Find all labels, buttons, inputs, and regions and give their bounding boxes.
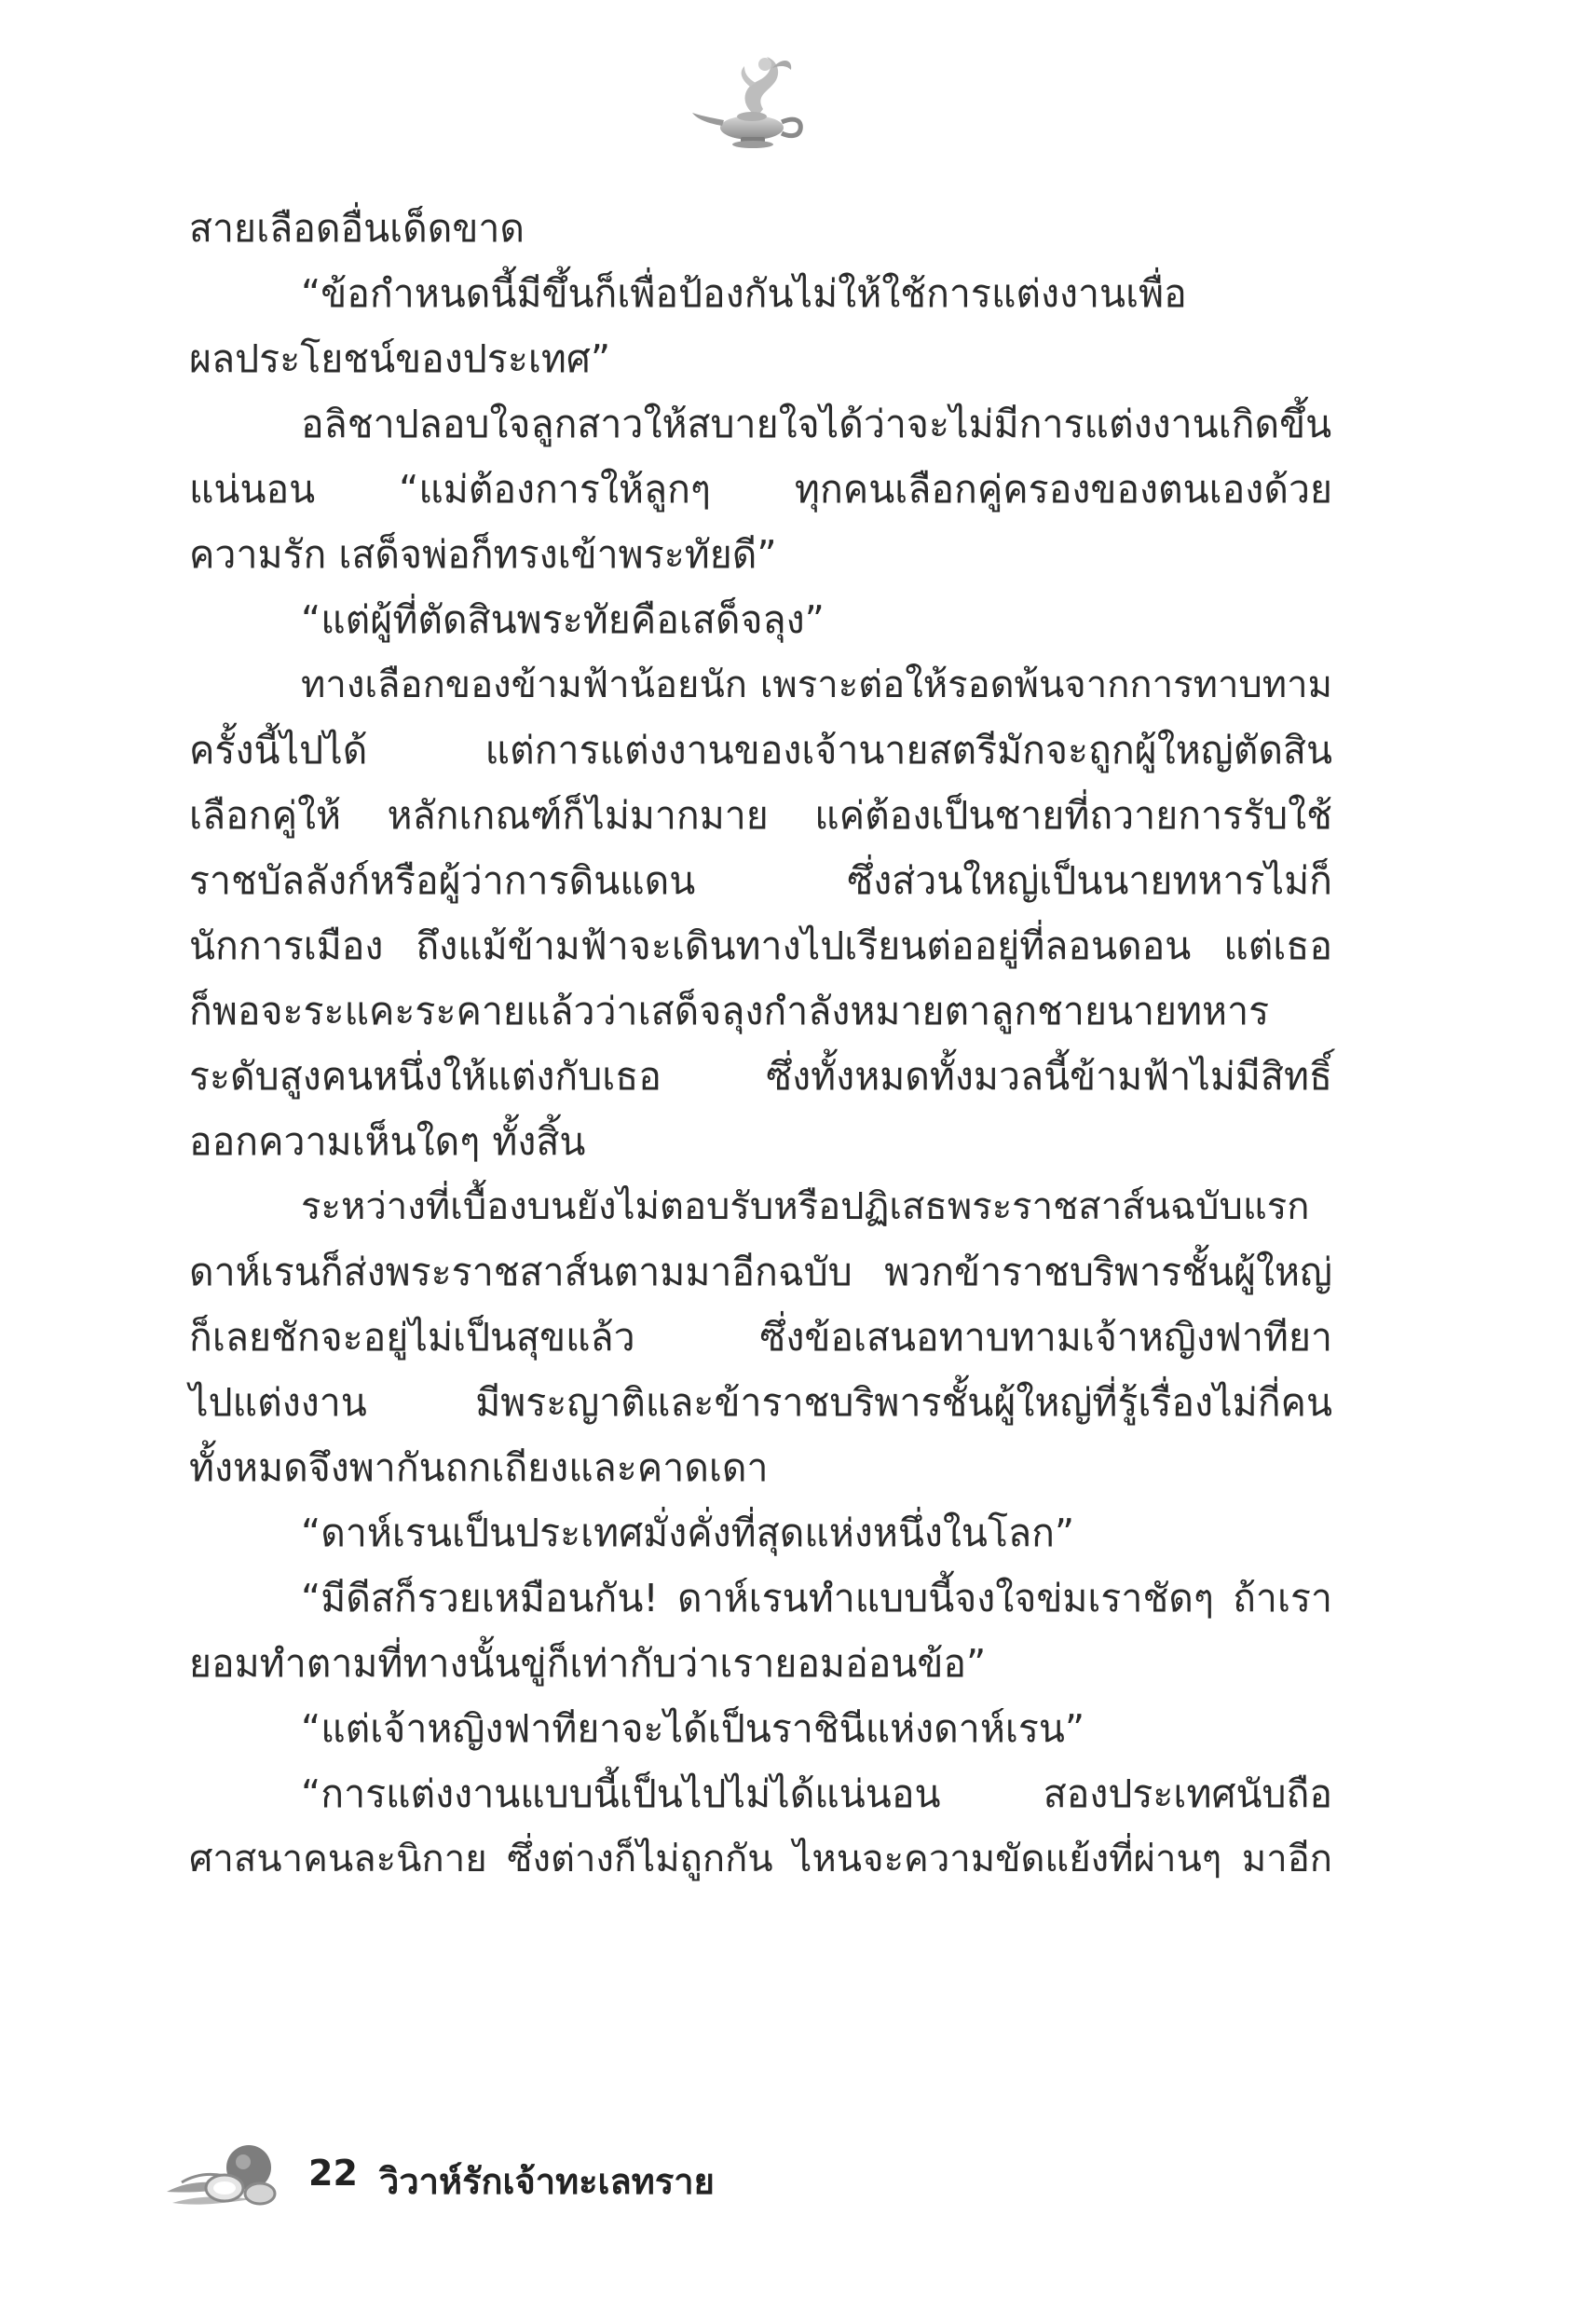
text-line: ก็พอจะระแคะระคายแล้วว่าเสด็จลุงกำลังหมายตาลูกชายนายทหาร <box>189 989 1270 1033</box>
text-line: ก็เลยชักจะอยู่ไม่เป็นสุขแล้ว ซึ่งข้อเสนอทาบทามเจ้าหญิงฟาทียา <box>189 1315 1332 1360</box>
text-line: “ดาห์เรนเป็นประเทศมั่งคั่งที่สุดแห่งหนึ่งในโลก” <box>301 1511 1075 1555</box>
magic-lamp-genie-icon <box>685 51 825 149</box>
page-number: 22 <box>308 2153 358 2194</box>
text-line: แน่นอน “แม่ต้องการให้ลูกๆ ทุกคนเลือกคู่ครองของตนเองด้วย <box>189 467 1332 512</box>
text-line: ยอมทำตามที่ทางนั้นขู่ก็เท่ากับว่าเรายอมอ่อนข้อ” <box>189 1641 987 1686</box>
text-line: “การแต่งงานแบบนี้เป็นไปไม่ได้แน่นอน สองประเทศนับถือ <box>301 1771 1332 1816</box>
text-line: สายเลือดอื่นเด็ดขาด <box>189 206 525 251</box>
text-line: เลือกคู่ให้ หลักเกณฑ์ก็ไม่มากมาย แค่ต้องเป็นชายที่ถวายการรับใช้ <box>189 793 1332 838</box>
text-line: ระหว่างที่เบื้องบนยังไม่ตอบรับหรือปฏิเสธพระราชสาส์นฉบับแรก <box>301 1185 1310 1228</box>
text-line: ผลประโยชน์ของประเทศ” <box>189 336 611 381</box>
text-line: “ข้อกำหนดนี้มีขึ้นก็เพื่อป้องกันไม่ให้ใช้การแต่งงานเพื่อ <box>301 271 1187 316</box>
text-line: “แต่เจ้าหญิงฟาทียาจะได้เป็นราชินีแห่งดาห์เรน” <box>301 1706 1085 1751</box>
page-footer <box>163 2134 815 2218</box>
text-line: “แต่ผู้ที่ตัดสินพระทัยคือเสด็จลุง” <box>301 597 825 642</box>
text-line: ทั้งหมดจึงพากันถกเถียงและคาดเดา <box>189 1445 769 1490</box>
text-line: ไปแต่งงาน มีพระญาติและข้าราชบริพารชั้นผู้ใหญ่ที่รู้เรื่องไม่กี่คน <box>189 1380 1332 1425</box>
book-title: วิวาห์รักเจ้าทะเลทราย <box>379 2161 715 2202</box>
text-line: อลิชาปลอบใจลูกสาวให้สบายใจได้ว่าจะไม่มีการแต่งงานเกิดขึ้น <box>301 402 1332 446</box>
text-line: ความรัก เสด็จพ่อก็ทรงเข้าพระทัยดี” <box>189 532 777 577</box>
text-line: ครั้งนี้ไปได้ แต่การแต่งงานของเจ้านายสตรีมักจะถูกผู้ใหญ่ตัดสิน <box>189 728 1332 773</box>
text-line: ศาสนาคนละนิกาย ซึ่งต่างก็ไม่ถูกกัน ไหนจะความขัดแย้งที่ผ่านๆ มาอีก <box>189 1838 1332 1880</box>
text-line: ดาห์เรนก็ส่งพระราชสาส์นตามมาอีกฉบับ พวกข้าราชบริพารชั้นผู้ใหญ่ <box>189 1250 1332 1294</box>
text-line: “มีดีสก็รวยเหมือนกัน! ดาห์เรนทำแบบนี้จงใจข่มเราชัดๆ ถ้าเรา <box>301 1576 1332 1620</box>
text-line: ระดับสูงคนหนึ่งให้แต่งกับเธอ ซึ่งทั้งหมดทั้งมวลนี้ข้ามฟ้าไม่มีสิทธิ์ <box>189 1054 1332 1099</box>
text-line: ออกความเห็นใดๆ ทั้งสิ้น <box>189 1119 586 1164</box>
text-line: ทางเลือกของข้ามฟ้าน้อยนัก เพราะต่อให้รอดพ้นจากการทาบทาม <box>301 663 1332 706</box>
text-line: ราชบัลลังก์หรือผู้ว่าการดินแดน ซึ่งส่วนใหญ่เป็นนายทหารไม่ก็ <box>189 858 1332 903</box>
text-line: นักการเมือง ถึงแม้ข้ามฟ้าจะเดินทางไปเรียนต่ออยู่ที่ลอนดอน แต่เธอ <box>189 923 1332 968</box>
coconut-icon <box>163 2134 284 2213</box>
